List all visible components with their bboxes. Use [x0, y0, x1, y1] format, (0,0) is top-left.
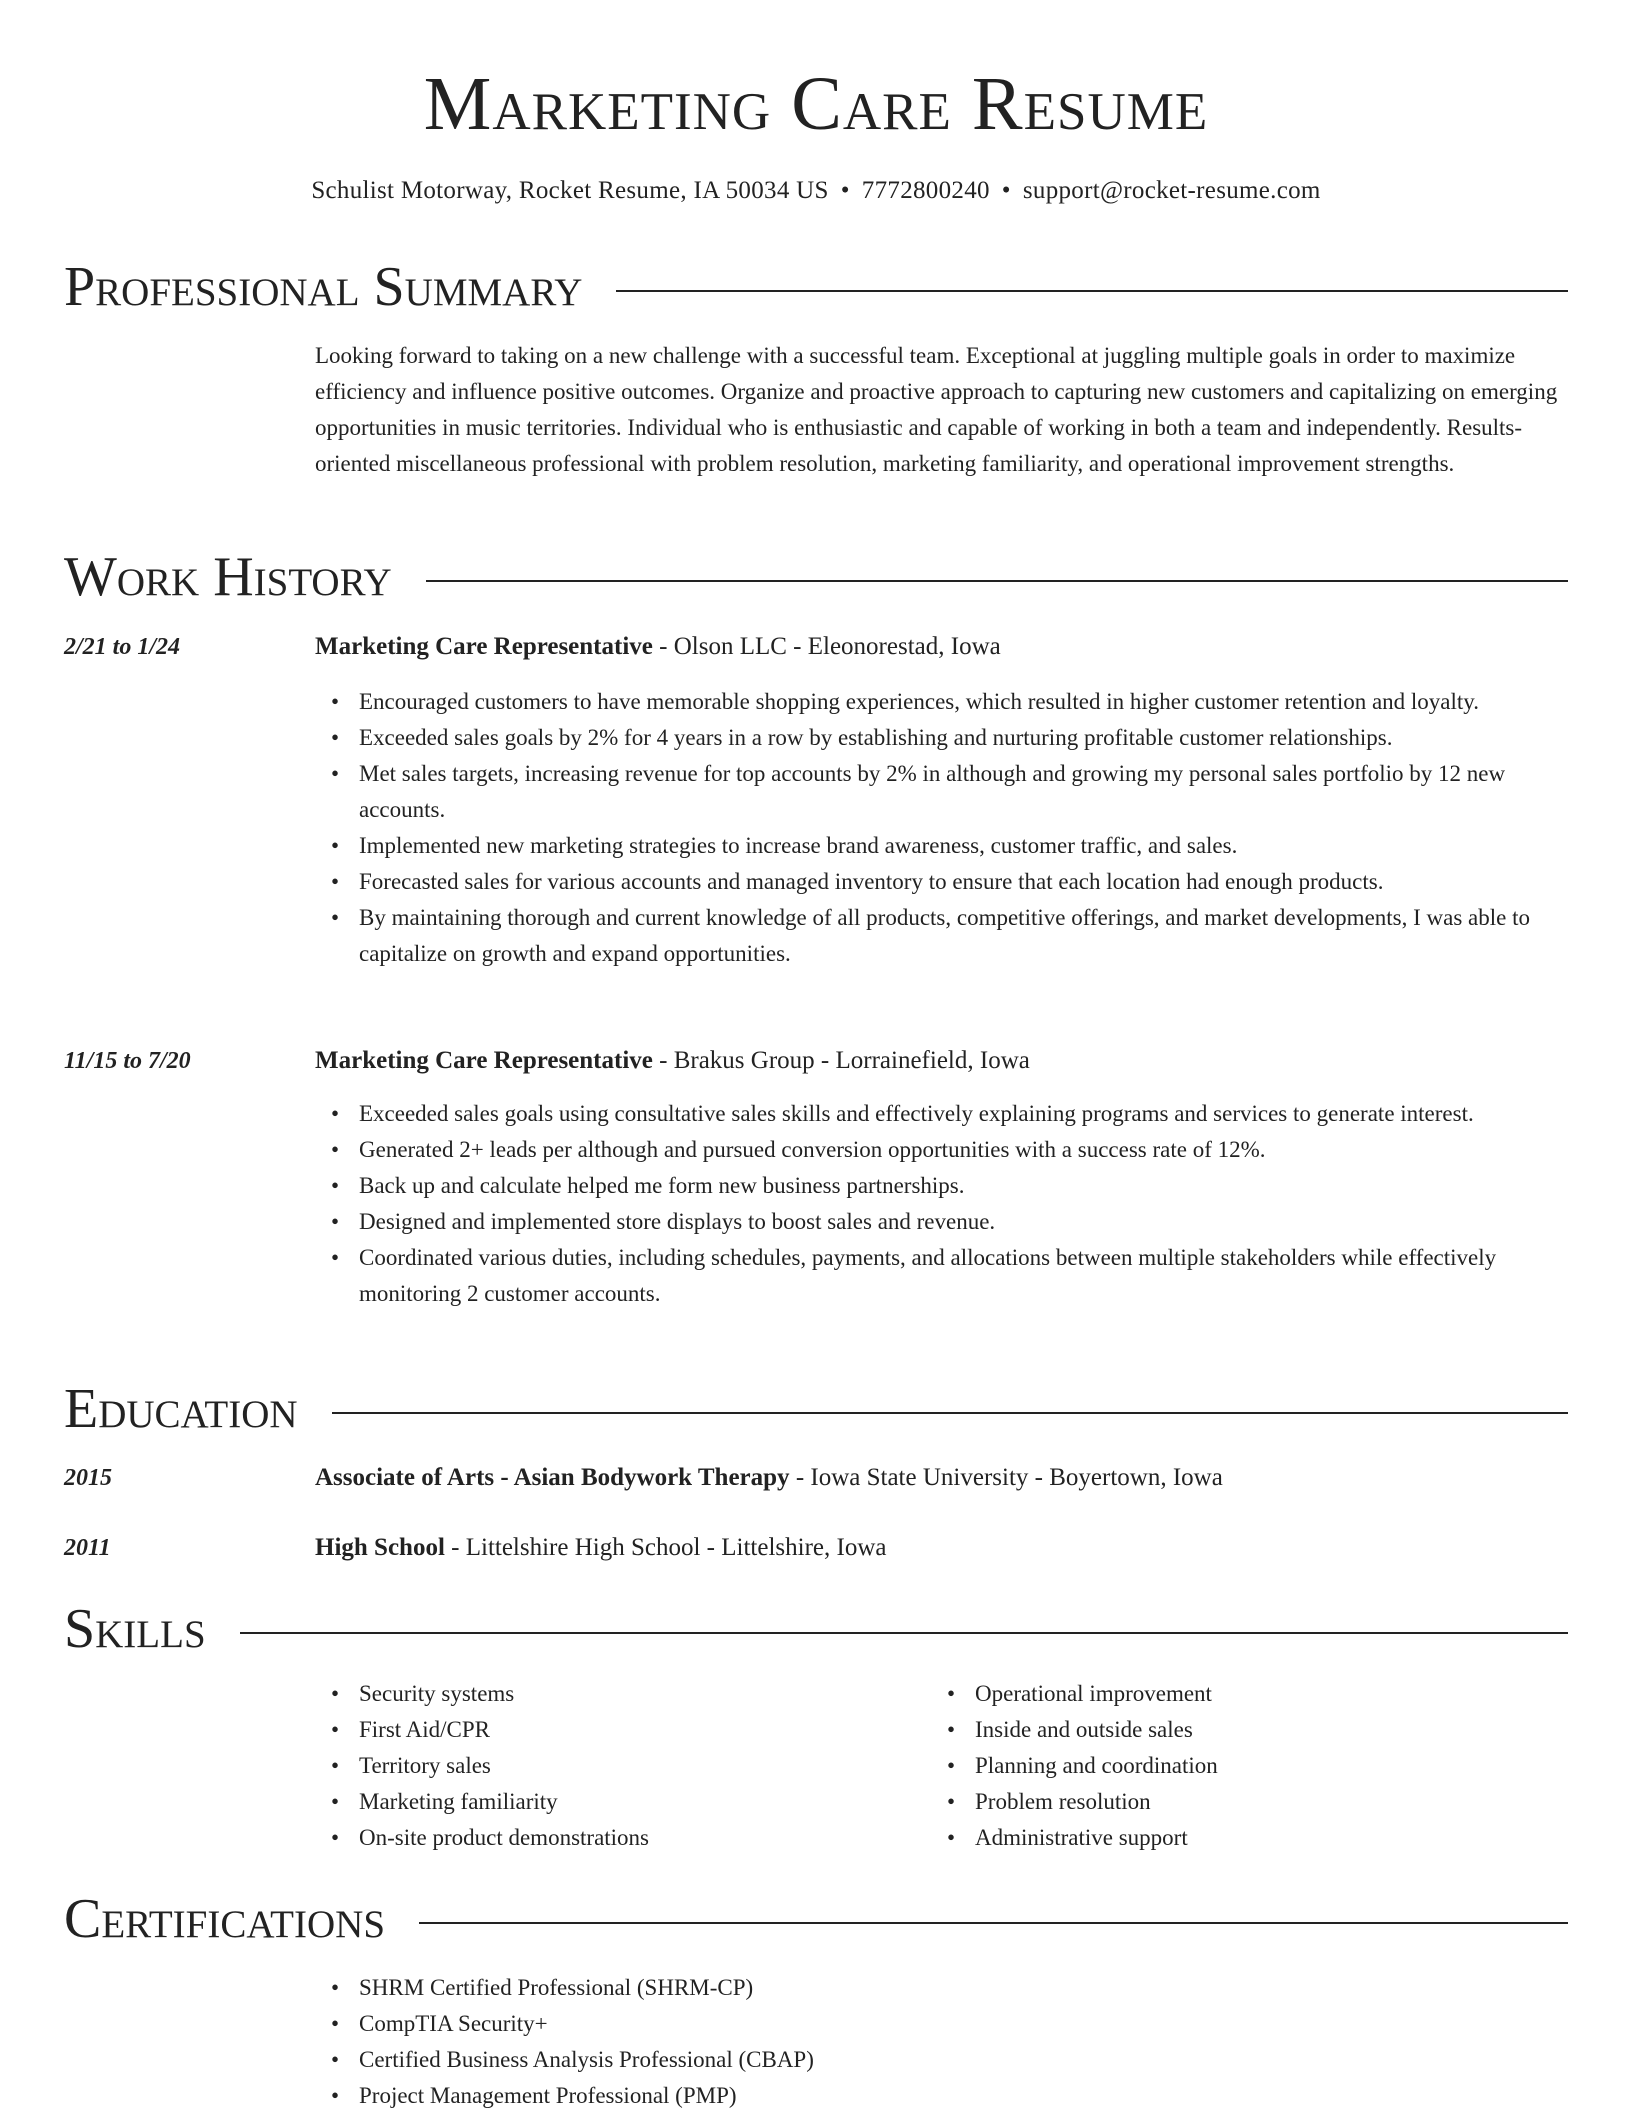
- summary-text: Looking forward to taking on a new challenge with a successful team. Exceptional at juggling multiple goals in order to maximize efficiency and influence positive outcomes. Organize and proactive approach to capturing new customers and capitalizing on emerging opportunities in music territories. Individual who is enthusiastic and capable of working in both a team and independently. Results-oriented miscellaneous professional with problem resolution, marketing familiarity, and operational improvement strengths.: [315, 343, 1558, 476]
- education-year: 2015: [64, 1465, 112, 1491]
- list-item: • By maintaining thorough and current knowledge of all products, competitive offerings, and market developments, I was able to capitalize on growth and expand opportunities.: [359, 900, 1568, 972]
- skill-item: • Marketing familiarity: [359, 1784, 931, 1820]
- section-header-certifications: [64, 1884, 1568, 1954]
- section-title-certifications: Certifications: [64, 1888, 386, 1950]
- resume-title: Marketing Care Resume: [423, 62, 1209, 146]
- section-header-education: [64, 1374, 1568, 1444]
- section-header-skills: [64, 1594, 1568, 1664]
- job-details: - Brakus Group - Lorrainefield, Iowa: [652, 1047, 1030, 1074]
- contact-email: support@rocket-resume.com: [1022, 177, 1321, 204]
- job-dates: 2/21 to 1/24: [64, 634, 181, 660]
- list-item: • Generated 2+ leads per although and pursued conversion opportunities with a success rate of 12%.: [359, 1132, 1568, 1168]
- skills-column-right: [931, 1676, 1547, 1856]
- contact-separator: •: [1001, 177, 1011, 204]
- section-divider: [332, 1412, 1568, 1414]
- education-year: 2011: [64, 1535, 111, 1561]
- education-heading: [315, 1461, 1568, 1495]
- section-title-summary: Professional Summary: [64, 256, 583, 318]
- list-item: • Exceeded sales goals using consultative sales skills and effectively explaining programs and services to generate interest.: [359, 1096, 1568, 1132]
- section-title-education: Education: [64, 1378, 298, 1440]
- list-item: • Encouraged customers to have memorable shopping experiences, which resulted in higher customer retention and loyalty.: [359, 684, 1568, 720]
- contact-line: [64, 174, 1568, 208]
- job-title: Marketing Care Representative: [315, 1047, 653, 1074]
- section-title-work: Work History: [64, 546, 392, 608]
- certifications-list: [315, 1970, 1568, 2114]
- certification-item: • SHRM Certified Professional (SHRM-CP): [359, 1970, 1568, 2006]
- job-details: - Olson LLC - Eleonorestad, Iowa: [652, 633, 1001, 660]
- section-title-skills: Skills: [64, 1598, 206, 1660]
- skill-item: • On-site product demonstrations: [359, 1820, 931, 1856]
- skill-item: • Territory sales: [359, 1748, 931, 1784]
- education-details: - Littelshire High School - Littelshire, Iowa: [444, 1534, 887, 1561]
- skill-item: • Administrative support: [975, 1820, 1547, 1856]
- job-bullets: [315, 1096, 1568, 1312]
- job-heading: [315, 630, 1568, 664]
- skills-list: [931, 1676, 1547, 1856]
- section-header-summary: [64, 252, 1568, 322]
- skill-item: • First Aid/CPR: [359, 1712, 931, 1748]
- section-header-work: [64, 542, 1568, 612]
- list-item: • Met sales targets, increasing revenue for top accounts by 2% in although and growing my personal sales portfolio by 12 new accounts.: [359, 756, 1568, 828]
- section-divider: [426, 580, 1568, 582]
- certification-item: • CompTIA Security+: [359, 2006, 1568, 2042]
- section-divider: [616, 290, 1568, 292]
- skill-item: • Operational improvement: [975, 1676, 1547, 1712]
- list-item: • Back up and calculate helped me form new business partnerships.: [359, 1168, 1568, 1204]
- contact-address: Schulist Motorway, Rocket Resume, IA 50034 US: [311, 177, 829, 204]
- certification-item: • Certified Business Analysis Professional (CBAP): [359, 2042, 1568, 2078]
- section-divider: [240, 1632, 1568, 1634]
- contact-separator: •: [840, 177, 850, 204]
- education-degree: High School: [315, 1534, 445, 1561]
- contact-phone: 7772800240: [861, 177, 990, 204]
- skills-column-left: [315, 1676, 931, 1856]
- job-heading: [315, 1044, 1568, 1078]
- certification-item: • Project Management Professional (PMP): [359, 2078, 1568, 2114]
- education-details: - Iowa State University - Boyertown, Iowa: [789, 1464, 1223, 1491]
- list-item: • Forecasted sales for various accounts and managed inventory to ensure that each location had enough products.: [359, 864, 1568, 900]
- section-divider: [419, 1922, 1568, 1924]
- skill-item: • Inside and outside sales: [975, 1712, 1547, 1748]
- skill-item: • Problem resolution: [975, 1784, 1547, 1820]
- job-bullets: [315, 684, 1568, 972]
- job-dates: 11/15 to 7/20: [64, 1048, 191, 1074]
- list-item: • Designed and implemented store displays to boost sales and revenue.: [359, 1204, 1568, 1240]
- skills-list: [315, 1676, 931, 1856]
- education-degree: Associate of Arts - Asian Bodywork Therapy: [315, 1464, 790, 1491]
- education-heading: [315, 1531, 1568, 1565]
- list-item: • Exceeded sales goals by 2% for 4 years in a row by establishing and nurturing profitable customer relationships.: [359, 720, 1568, 756]
- list-item: • Implemented new marketing strategies to increase brand awareness, customer traffic, and sales.: [359, 828, 1568, 864]
- skill-item: • Security systems: [359, 1676, 931, 1712]
- list-item: • Coordinated various duties, including schedules, payments, and allocations between multiple stakeholders while effectively monitoring 2 customer accounts.: [359, 1240, 1568, 1312]
- job-title: Marketing Care Representative: [315, 633, 653, 660]
- skill-item: • Planning and coordination: [975, 1748, 1547, 1784]
